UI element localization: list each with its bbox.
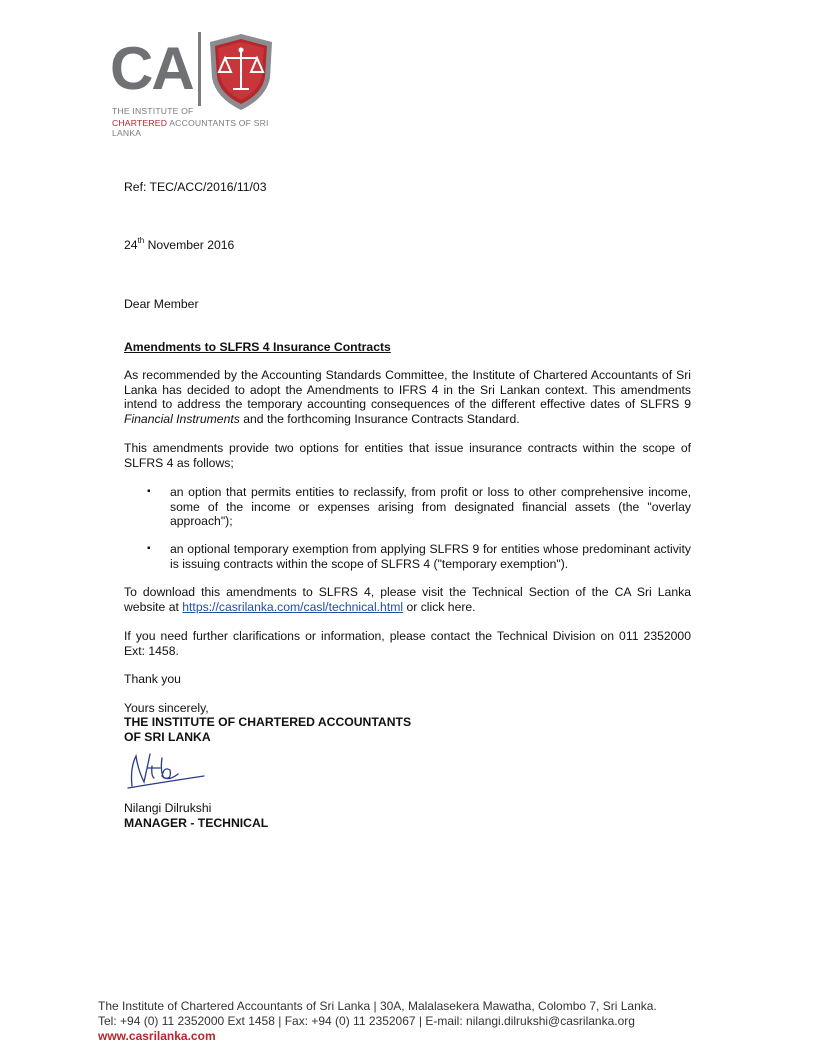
institute-logo bbox=[110, 30, 290, 138]
footer-address: The Institute of Chartered Accountants of Sri Lanka | 30A, Malalasekera Mawatha, Colombo 7, Sri Lanka. bbox=[98, 999, 657, 1013]
paragraph-download: To download this amendments to SLFRS 4, please visit the Technical Section of the CA Sri Lanka website at https://casrilanka.com/casl/technical.html or click here. bbox=[124, 585, 691, 614]
logo-divider bbox=[198, 32, 201, 106]
reference-number: Ref: TEC/ACC/2016/11/03 bbox=[124, 180, 267, 194]
bullet-marker: ▪ bbox=[147, 543, 151, 554]
footer-contact: Tel: +94 (0) 11 2352000 Ext 1458 | Fax: +94 (0) 11 2352067 | E-mail: nilangi.dilrukshi@casrilanka.org bbox=[98, 1014, 635, 1028]
signer-name: Nilangi Dilrukshi bbox=[124, 801, 212, 815]
letter-date: 24th November 2016 bbox=[124, 235, 235, 252]
bullet-temporary-exemption: an optional temporary exemption from applying SLFRS 9 for entities whose predominant activity is issuing contracts within the scope of SLFRS 4 ("temporary exemption"). bbox=[170, 542, 691, 571]
thank-you: Thank you bbox=[124, 672, 181, 686]
logo-tagline-line2: CHARTERED ACCOUNTANTS OF SRI LANKA bbox=[112, 118, 269, 138]
footer-website[interactable]: www.casrilanka.com bbox=[98, 1029, 216, 1043]
organization-line2: OF SRI LANKA bbox=[124, 730, 211, 744]
subject-heading: Amendments to SLFRS 4 Insurance Contracts bbox=[124, 340, 391, 354]
closing: Yours sincerely, bbox=[124, 701, 209, 715]
logo-letters: CA bbox=[110, 35, 193, 102]
scales-shield-icon bbox=[206, 32, 276, 112]
salutation: Dear Member bbox=[124, 297, 199, 311]
paragraph-intro: As recommended by the Accounting Standards Committee, the Institute of Chartered Accountants of Sri Lanka has decided to adopt the Amendments to IFRS 4 in the Sri Lankan context. This amendments intend to address the temporary accounting consequences of the different effective dates of SLFRS 9 Financial Instruments and the forthcoming Insurance Contracts Standard. bbox=[124, 368, 691, 426]
paragraph-contact: If you need further clarifications or information, please contact the Technical Division on 011 2352000 Ext: 1458. bbox=[124, 629, 691, 658]
bullet-marker: ▪ bbox=[147, 486, 151, 497]
handwritten-signature bbox=[124, 748, 214, 798]
paragraph-options: This amendments provide two options for entities that issue insurance contracts within the scope of SLFRS 4 as follows; bbox=[124, 441, 691, 470]
signer-title: MANAGER - TECHNICAL bbox=[124, 816, 269, 830]
organization-line1: THE INSTITUTE OF CHARTERED ACCOUNTANTS bbox=[124, 715, 412, 729]
bullet-overlay-approach: an option that permits entities to reclassify, from profit or loss to other comprehensive income, some of the income or expenses arising from designated financial assets (the "overlay approach"); bbox=[170, 485, 691, 529]
logo-tagline-line1: THE INSTITUTE OF bbox=[112, 106, 194, 116]
technical-section-link[interactable]: https://casrilanka.com/casl/technical.html bbox=[182, 599, 404, 614]
